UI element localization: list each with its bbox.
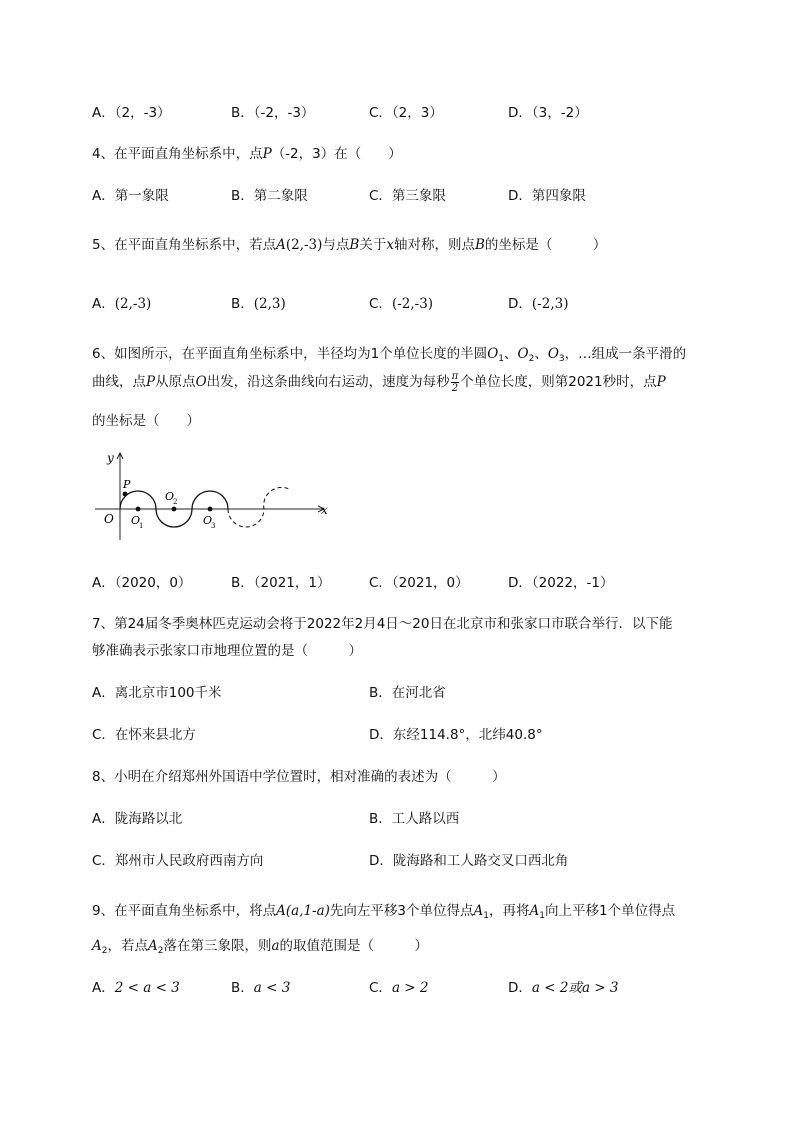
q6-p: P: [146, 374, 156, 390]
o1-label: O: [131, 514, 141, 527]
q9-line2-c: 的取值范围是（ ）: [279, 938, 429, 954]
q9-option-c-value: a > 2: [391, 980, 429, 996]
q9-line2-b: 落在第三象限，则: [163, 938, 272, 954]
q9-a2b-sub: 2: [157, 946, 164, 956]
q9-a1b: A: [529, 903, 540, 919]
q5-point-b2: B: [474, 237, 485, 253]
q7-option-a[interactable]: A．离北京市100千米: [92, 685, 222, 701]
center-o1: [136, 507, 141, 512]
q4-point-p: P: [262, 146, 272, 162]
q5-option-c[interactable]: [369, 292, 433, 312]
q6-sep2: 、: [534, 346, 548, 362]
q5-option-b[interactable]: [231, 292, 286, 312]
q9-a1b-sub: 1: [539, 911, 545, 921]
p-label: P: [123, 478, 131, 491]
q8-option-b[interactable]: B．工人路以西: [369, 811, 460, 827]
q6-fraction-numerator: π: [451, 370, 459, 382]
q9-a2: A: [92, 938, 102, 954]
q9-stem-line1: [92, 899, 675, 921]
q5-option-a[interactable]: [92, 292, 151, 312]
q6-speed-fraction: [451, 371, 460, 394]
q5-axis-x: x: [386, 237, 394, 253]
q9-line1-d: 向上平移1个单位得点: [544, 903, 676, 919]
q9-option-a[interactable]: [92, 976, 180, 996]
q9-a1-sub: 1: [483, 911, 489, 921]
q4-option-c[interactable]: C．第三象限: [369, 188, 446, 204]
q9-var-a: a: [271, 938, 280, 954]
q5-stem-d: 轴对称，则点: [393, 237, 475, 253]
q9-a2b: A: [147, 938, 158, 954]
q9-point-a-expr: A(a,1-a): [276, 903, 330, 919]
q6-option-a[interactable]: A．（2020，0）: [92, 575, 192, 591]
q6-stem-line3: 的坐标是（ ）: [92, 413, 200, 429]
q7-stem-line2: 够准确表示张家口市地理位置的是（ ）: [92, 643, 362, 659]
q5-option-d-value: (-2,3): [531, 296, 569, 312]
q8-options-row1: [92, 807, 732, 827]
center-o3: [208, 507, 213, 512]
q3-options: [92, 101, 732, 121]
q6-line2-b: 从原点: [155, 374, 196, 390]
q8-option-a[interactable]: A．陇海路以北: [92, 811, 183, 827]
o3-label: O: [203, 514, 213, 527]
q4-option-a[interactable]: A．第一象限: [92, 188, 169, 204]
q6-option-c[interactable]: C．（2021，0）: [369, 575, 469, 591]
q5-option-a-value: (2,-3): [114, 296, 152, 312]
q9-option-d-label: D．: [508, 980, 532, 996]
q6-o: O: [195, 374, 207, 390]
q4-options: [92, 184, 732, 204]
q9-option-d[interactable]: [508, 976, 618, 996]
q8-option-c[interactable]: C．郑州市人民政府西南方向: [92, 853, 264, 869]
q4-stem-tail: （-2，3）在（ ）: [271, 146, 402, 162]
q6-sep1: 、: [504, 346, 518, 362]
q6-line2-c: 出发，沿这条曲线向右运动，速度为每秒: [206, 374, 450, 390]
q6-o1-sub: 1: [498, 354, 504, 364]
q6-fraction-denominator: 2: [451, 382, 459, 394]
q6-line2-text: 曲线，点: [92, 374, 146, 390]
q6-o1: O: [487, 346, 499, 362]
q5-option-c-value: (-2,-3): [391, 296, 434, 312]
q9-option-b[interactable]: [231, 976, 290, 996]
q8-stem: 8、小明在介绍郑州外国语中学位置时，相对准确的表述为（ ）: [92, 769, 506, 785]
q9-option-b-label: B．: [231, 980, 254, 996]
q6-p2: P: [656, 374, 666, 390]
q6-o2: O: [517, 346, 529, 362]
q5-coord-a: (2,-3): [285, 237, 323, 253]
q9-option-c[interactable]: [369, 976, 428, 996]
origin-label: O: [104, 512, 114, 526]
q9-option-a-value: 2 < a < 3: [114, 980, 180, 996]
q4-stem-text: 4、在平面直角坐标系中，点: [92, 146, 263, 162]
o2-sub: 2: [173, 498, 178, 506]
q5-point-a: A: [276, 237, 286, 253]
q7-option-b[interactable]: B．在河北省: [369, 685, 446, 701]
q7-options-row1: [92, 681, 732, 701]
q4-option-d[interactable]: D．第四象限: [508, 188, 586, 204]
q8-option-d[interactable]: D．陇海路和工人路交叉口西北角: [369, 853, 569, 869]
q5-options: [92, 292, 732, 312]
q5-stem-b: 与点: [322, 237, 350, 253]
q6-line2-d: 个单位长度，则第2021秒时，点: [460, 374, 657, 390]
q3-option-d[interactable]: D．（3，-2）: [508, 105, 588, 121]
x-label: x: [321, 503, 328, 517]
q5-option-d[interactable]: [508, 292, 568, 312]
o2-label: O: [165, 490, 175, 503]
q7-option-d[interactable]: D．东经114.8°，北纬40.8°: [369, 727, 543, 743]
q6-stem-line1: [92, 342, 686, 364]
q7-options-row2: [92, 723, 732, 743]
point-p: [123, 492, 128, 497]
q3-option-c[interactable]: C．（2，3）: [369, 105, 443, 121]
q6-o3: O: [547, 346, 559, 362]
o1-sub: 1: [139, 522, 144, 530]
center-o2: [172, 507, 177, 512]
q5-option-d-label: D．: [508, 296, 532, 312]
q6-options: [92, 571, 732, 591]
q6-figure-curve: [95, 448, 335, 543]
q5-option-c-label: C．: [369, 296, 392, 312]
q6-option-b[interactable]: B．（2021，1）: [231, 575, 331, 591]
q9-line1-c: ，再将: [489, 903, 530, 919]
q7-option-c[interactable]: C．在怀来县北方: [92, 727, 196, 743]
q3-option-a[interactable]: A．（2，-3）: [92, 105, 171, 121]
q9-option-a-label: A．: [92, 980, 115, 996]
q5-stem-c: 关于: [359, 237, 387, 253]
q6-line1-text: 6、如图所示，在平面直角坐标系中，半径均为1个单位长度的半圆: [92, 346, 488, 362]
q6-option-d[interactable]: D．（2022，-1）: [508, 575, 614, 591]
q8-options-row2: [92, 849, 732, 869]
q7-stem-line1: 7、第24届冬季奥林匹克运动会将于2022年2月4日～20日在北京市和张家口市联合举行．以下能: [92, 616, 673, 632]
q9-a2-sub: 2: [101, 946, 108, 956]
q9-option-c-label: C．: [369, 980, 392, 996]
q9-line1-text: 9、在平面直角坐标系中，将点: [92, 903, 277, 919]
q9-line2-text: ，若点: [107, 938, 148, 954]
dashed-continuation: [228, 487, 289, 527]
q5-option-a-label: A．: [92, 296, 115, 312]
q5-stem-text: 5、在平面直角坐标系中，若点: [92, 237, 277, 253]
q5-option-b-value: (2,3): [253, 296, 286, 312]
q9-stem-line2: [92, 934, 428, 956]
q9-option-b-value: a < 3: [253, 980, 291, 996]
q9-line1-b: 先向左平移3个单位得点: [329, 903, 474, 919]
q9-a1: A: [473, 903, 484, 919]
q3-option-b[interactable]: B．（-2，-3）: [231, 105, 315, 121]
y-label: y: [107, 451, 114, 465]
q6-o2-sub: 2: [528, 354, 535, 364]
q5-stem-e: 的坐标是（ ）: [484, 237, 607, 253]
q9-option-d-value: a < 2或a > 3: [531, 980, 619, 996]
q5-option-b-label: B．: [231, 296, 254, 312]
q6-stem-line2: [92, 370, 666, 394]
q4-stem: [92, 142, 402, 162]
o3-sub: 3: [211, 522, 216, 530]
q6-line1-tail: ，…组成一条平滑的: [564, 346, 687, 362]
q9-options: [92, 976, 732, 996]
q6-o3-sub: 3: [558, 354, 565, 364]
q5-stem: [92, 233, 606, 253]
q5-point-b: B: [349, 237, 360, 253]
q4-option-b[interactable]: B．第二象限: [231, 188, 308, 204]
